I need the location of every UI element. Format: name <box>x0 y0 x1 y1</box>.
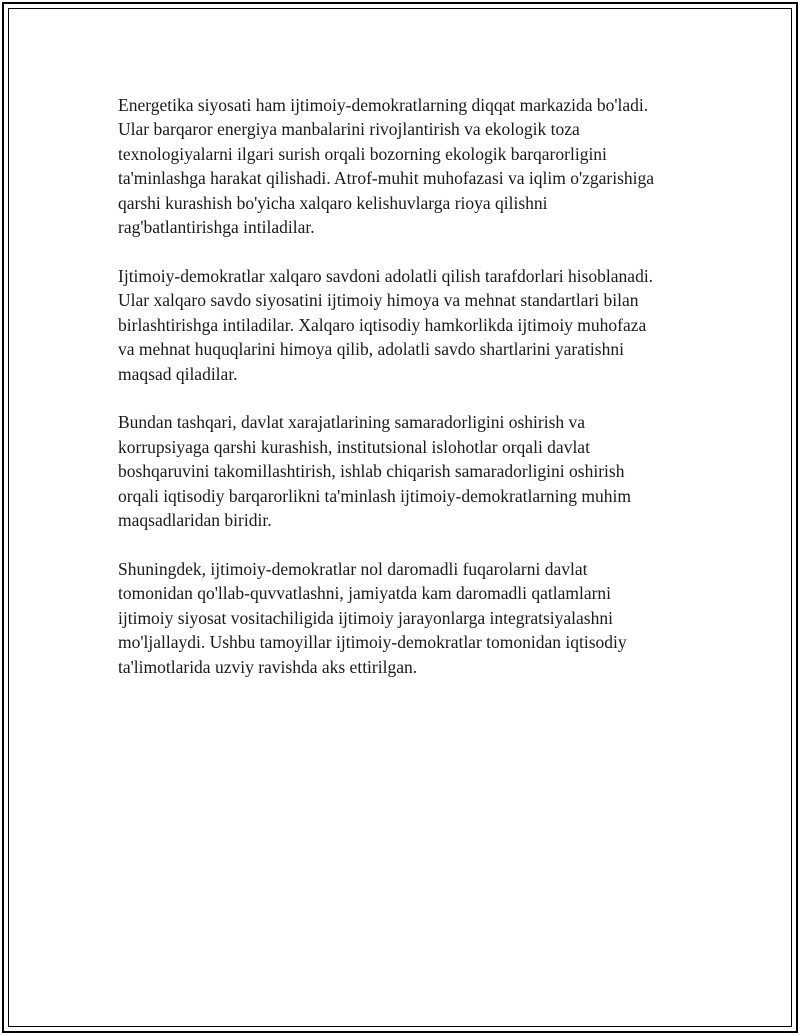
paragraph-social-support: Shuningdek, ijtimoiy-demokratlar nol daromadli fuqarolarni davlat tomonidan qo'llab-quvvatlashni, jamiyatda kam daromadli qatlamlarni ijtimoiy siyosat vositachiligida ijtimoiy jarayonlarga integratsiyalashni mo'ljallaydi. Ushbu tamoyillar ijtimoiy-demokratlar tomonidan iqtisodiy ta'limotlarida uzviy ravishda aks ettirilgan. <box>118 559 627 677</box>
paragraph-energy-policy: Energetika siyosati ham ijtimoiy-demokratlarning diqqat markazida bo'ladi. Ular barqaror energiya manbalarini rivojlantirish va ekologik toza texnologiyalarni ilgari surish orqali bozorning ekologik barqarorligini ta'minlashga harakat qilishadi. Atrof-muhit muhofazasi va iqlim o'zgarishiga qarshi kurashish bo'yicha xalqaro kelishuvlarga rioya qilishni rag'batlantirishga intiladilar. <box>118 95 655 238</box>
document-body <box>118 93 698 704</box>
paragraph-fair-trade: Ijtimoiy-demokratlar xalqaro savdoni adolatli qilish tarafdorlari hisoblanadi. Ular xalqaro savdo siyosatini ijtimoiy himoya va mehnat standartlari bilan birlashtirishga intiladilar. Xalqaro iqtisodiy hamkorlikda ijtimoiy muhofaza va mehnat huquqlarini himoya qilib, adolatli savdo shartlarini yaratishni maqsad qiladilar. <box>118 265 654 384</box>
paragraph-state-efficiency: Bundan tashqari, davlat xarajatlarining samaradorligini oshirish va korrupsiyaga qarshi kurashish, institutsional islohotlar orqali davlat boshqaruvini takomillashtirish, ishlab chiqarish samaradorligini oshirish orqali iqtisodiy barqarorlikni ta'minlash ijtimoiy-demokratlarning muhim maqsadlaridan biridir. <box>118 412 631 531</box>
